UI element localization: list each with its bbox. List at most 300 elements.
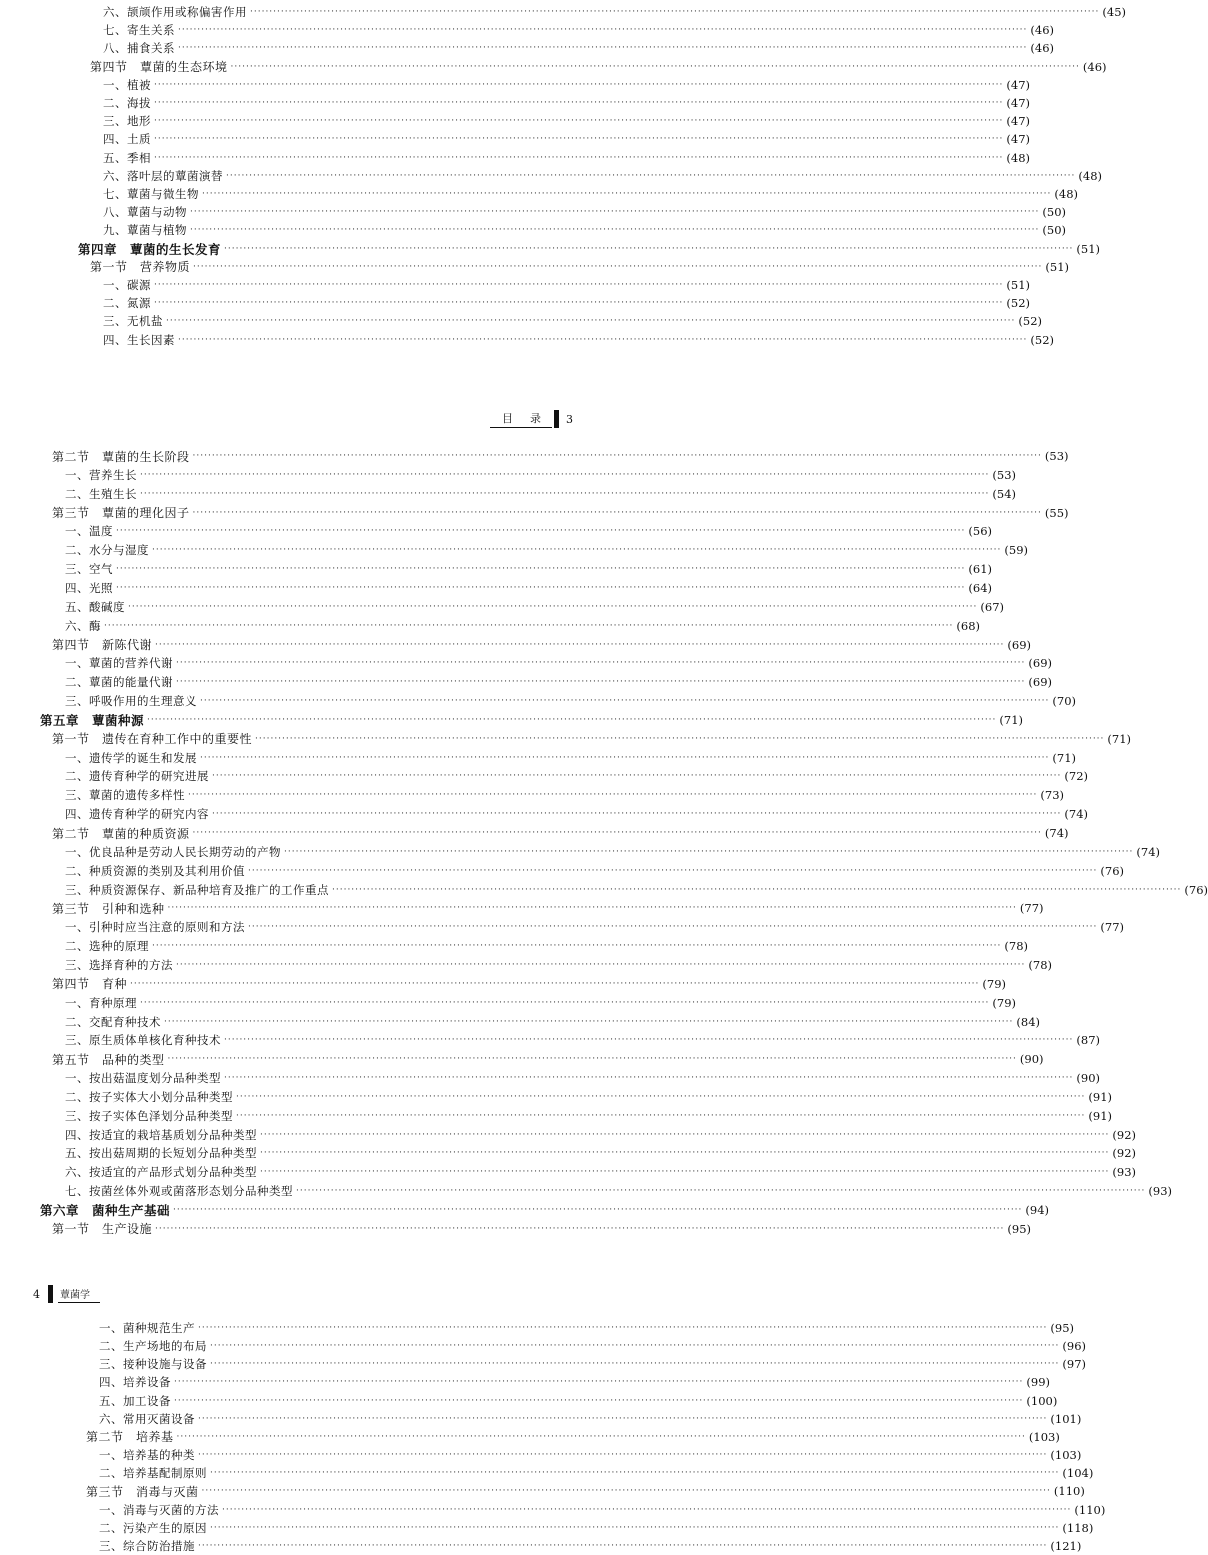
toc-entry-section: [52, 447, 1069, 465]
toc-entry-title: 四、遗传育种学的研究内容: [65, 807, 209, 822]
toc-entry-title: 四、光照: [65, 580, 113, 595]
toc-entry-item: [103, 221, 1066, 239]
dot-leader: ····························································································································································································································: [154, 152, 1004, 163]
toc-entry-item: [103, 276, 1030, 294]
toc-entry-page: (51): [1006, 278, 1030, 292]
toc-entry-title: 八、蕈菌与动物: [103, 205, 187, 220]
toc-entry-item: [65, 937, 1028, 955]
toc-entry-item: [65, 1107, 1112, 1125]
dot-leader: ····························································································································································································································: [176, 677, 1026, 688]
toc-entry-item: [103, 294, 1030, 312]
toc-entry-title: 一、植被: [103, 77, 151, 92]
toc-entry-title: 二、生产场地的布局: [99, 1339, 207, 1354]
toc-entry-section: [90, 58, 1107, 76]
toc-entry-page: (45): [1102, 5, 1126, 19]
toc-entry-item: [65, 1126, 1136, 1144]
dot-leader: ····························································································································································································································: [210, 1468, 1060, 1479]
dot-leader: ····························································································································································································································: [155, 1223, 1005, 1234]
toc-entry-section: [52, 730, 1132, 748]
toc-entry-item: [103, 185, 1078, 203]
toc-entry-page: (101): [1050, 1411, 1082, 1426]
toc-entry-page: (52): [1006, 296, 1030, 311]
toc-entry-page: (92): [1112, 1127, 1136, 1142]
toc-entry-page: (55): [1044, 505, 1069, 520]
toc-entry-page: (61): [968, 562, 992, 577]
toc-entry-page: (92): [1112, 1146, 1136, 1161]
dot-leader: ····························································································································································································································: [260, 1148, 1110, 1159]
toc-entry-section: [86, 1482, 1085, 1500]
toc-entry-item: [103, 3, 1126, 21]
toc-entry-title: 五、季相: [103, 150, 151, 165]
dot-leader: ····························································································································································································································: [224, 243, 1074, 254]
dot-leader: ····························································································································································································································: [128, 601, 978, 612]
dot-leader: ····························································································································································································································: [201, 1486, 1051, 1497]
dot-leader: ····························································································································································································································: [130, 978, 980, 989]
toc-entry-title: 一、培养基的种类: [99, 1448, 195, 1463]
dot-leader: ····························································································································································································································: [154, 79, 1004, 90]
toc-entry-title: 一、营养生长: [65, 467, 137, 482]
dot-leader: ····························································································································································································································: [250, 7, 1100, 17]
toc-entry-page: (87): [1076, 1033, 1100, 1048]
toc-entry-page: (103): [1028, 1429, 1060, 1444]
toc-entry-item: [99, 1355, 1086, 1373]
dot-leader: ····························································································································································································································: [198, 1450, 1048, 1461]
toc-entry-page: (70): [1052, 694, 1076, 709]
toc-entry-page: (103): [1050, 1448, 1082, 1463]
toc-entry-item: [103, 130, 1030, 148]
toc-entry-item: [65, 466, 1016, 484]
toc-entry-title: 三、呼吸作用的生理意义: [65, 694, 197, 709]
toc-entry-title: 四、按适宜的栽培基质划分品种类型: [65, 1127, 257, 1142]
dot-leader: ····························································································································································································································: [210, 1522, 1060, 1533]
dot-leader: ····························································································································································································································: [152, 545, 1002, 556]
toc-entry-page: (73): [1040, 788, 1064, 803]
toc-entry-item: [65, 654, 1052, 672]
toc-entry-title: 第三节 引种和选种: [52, 901, 165, 916]
toc-entry-title: 三、按子实体色泽划分品种类型: [65, 1108, 233, 1123]
toc-entry-item: [65, 786, 1064, 804]
dot-leader: ····························································································································································································································: [190, 207, 1040, 218]
dot-leader: ····························································································································································································································: [176, 959, 1026, 970]
dot-leader: ····························································································································································································································: [116, 526, 966, 537]
toc-entry-item: [65, 673, 1052, 691]
toc-entry-title: 五、加工设备: [99, 1393, 171, 1408]
dot-leader: ····························································································································································································································: [155, 639, 1005, 650]
toc-entry-page: (79): [992, 995, 1016, 1010]
dot-leader: ····························································································································································································································: [255, 733, 1105, 744]
toc-entry-title: 一、按出菇温度划分品种类型: [65, 1071, 221, 1086]
dot-leader: ····························································································································································································································: [212, 771, 1062, 782]
toc-entry-title: 一、育种原理: [65, 995, 137, 1010]
toc-entry-section: [52, 504, 1069, 522]
dot-leader: ····························································································································································································································: [198, 1540, 1048, 1551]
dot-leader: ····························································································································································································································: [178, 25, 1028, 36]
toc-entry-page: (71): [999, 712, 1024, 727]
dot-leader: ····························································································································································································································: [176, 1431, 1026, 1442]
toc-entry-chapter: [78, 240, 1101, 258]
toc-entry-item: [103, 331, 1054, 349]
toc-entry-title: 三、原生质体单核化育种技术: [65, 1033, 221, 1048]
toc-entry-title: 二、污染产生的原因: [99, 1520, 207, 1535]
toc-entry-chapter: [40, 711, 1024, 729]
toc-entry-page: (90): [1019, 1052, 1044, 1067]
toc-entry-item: [65, 881, 1208, 899]
toc-entry-title: 一、温度: [65, 524, 113, 539]
toc-entry-item: [99, 1537, 1082, 1555]
dot-leader: ····························································································································································································································: [202, 189, 1052, 199]
toc-entry-item: [65, 956, 1052, 974]
toc-entry-page: (48): [1078, 168, 1102, 183]
dot-leader: ····························································································································································································································: [230, 61, 1080, 72]
toc-entry-section: [52, 1050, 1044, 1068]
toc-entry-item: [65, 560, 992, 578]
dot-leader: ····························································································································································································································: [260, 1129, 1110, 1140]
dot-leader: ····························································································································································································································: [248, 922, 1098, 933]
toc-entry-title: 三、选择育种的方法: [65, 957, 173, 972]
toc-entry-item: [65, 1088, 1112, 1106]
toc-entry-page: (76): [1100, 863, 1124, 878]
toc-entry-item: [65, 541, 1028, 559]
toc-entry-page: (97): [1062, 1357, 1086, 1372]
toc-entry-title: 四、培养设备: [99, 1375, 171, 1390]
toc-entry-section: [52, 899, 1044, 917]
toc-entry-page: (76): [1184, 882, 1208, 897]
toc-entry-page: (69): [1028, 656, 1052, 671]
toc-entry-page: (50): [1042, 223, 1066, 238]
dot-leader: ····························································································································································································································: [164, 1016, 1014, 1027]
toc-entry-item: [103, 312, 1042, 330]
toc-entry-page: (72): [1064, 769, 1088, 784]
toc-entry-title: 三、种质资源保存、新品种培育及推广的工作重点: [65, 882, 329, 897]
dot-leader: ····························································································································································································································: [154, 98, 1004, 108]
toc-entry-title: 第三节 消毒与灭菌: [86, 1484, 199, 1499]
toc-entry-title: 四、生长因素: [103, 332, 175, 347]
toc-entry-page: (104): [1062, 1466, 1094, 1481]
toc-entry-section: [52, 1220, 1032, 1238]
toc-entry-item: [65, 918, 1124, 936]
toc-entry-item: [103, 39, 1054, 57]
toc-entry-title: 三、接种设施与设备: [99, 1357, 207, 1372]
toc-entry-title: 四、土质: [103, 132, 151, 147]
toc-entry-title: 第四节 蕈菌的生态环境: [90, 60, 228, 75]
toc-entry-page: (46): [1030, 41, 1054, 56]
toc-entry-page: (54): [992, 486, 1016, 501]
toc-entry-title: 二、按子实体大小划分品种类型: [65, 1089, 233, 1104]
toc-entry-title: 二、交配育种技术: [65, 1014, 161, 1029]
running-header: [33, 1285, 100, 1303]
toc-entry-title: 六、酶: [65, 618, 101, 633]
toc-entry-item: [103, 21, 1054, 39]
dot-leader: ····························································································································································································································: [116, 564, 966, 575]
toc-entry-title: 五、按出菇周期的长短划分品种类型: [65, 1146, 257, 1161]
toc-entry-page: (91): [1088, 1089, 1112, 1104]
toc-entry-page: (47): [1006, 77, 1030, 92]
toc-entry-title: 一、消毒与灭菌的方法: [99, 1502, 219, 1517]
toc-entry-page: (52): [1018, 314, 1042, 329]
toc-entry-title: 一、引种时应当注意的原则和方法: [65, 920, 245, 935]
toc-entry-title: 六、颉颃作用或称偏害作用: [103, 5, 247, 19]
toc-entry-item: [65, 1144, 1136, 1162]
dot-leader: ····························································································································································································································: [192, 451, 1042, 461]
toc-entry-title: 三、空气: [65, 562, 113, 577]
dot-leader: ····························································································································································································································: [147, 714, 997, 725]
toc-entry-title: 第一节 营养物质: [90, 260, 191, 275]
dot-leader: ····························································································································································································································: [236, 1091, 1086, 1102]
toc-entry-page: (100): [1026, 1393, 1058, 1408]
toc-entry-title: 一、遗传学的诞生和发展: [65, 750, 197, 765]
toc-entry-page: (46): [1082, 59, 1107, 74]
toc-entry-title: 九、蕈菌与植物: [103, 223, 187, 238]
toc-entry-page: (48): [1054, 187, 1078, 201]
toc-entry-title: 第一节 遗传在育种工作中的重要性: [52, 732, 253, 747]
toc-entry-page: (46): [1030, 23, 1054, 38]
dot-leader: ····························································································································································································································: [166, 316, 1016, 327]
toc-entry-item: [99, 1446, 1082, 1464]
toc-entry-page: (74): [1044, 826, 1069, 840]
toc-entry-item: [99, 1501, 1106, 1519]
dot-leader: ····························································································································································································································: [260, 1167, 1110, 1178]
toc-entry-page: (95): [1007, 1221, 1032, 1236]
toc-entry-item: [65, 862, 1124, 880]
toc-entry-page: (56): [968, 524, 992, 539]
toc-entry-item: [99, 1337, 1086, 1355]
toc-entry-title: 第一节 生产设施: [52, 1222, 153, 1237]
dot-leader: ····························································································································································································································: [192, 507, 1042, 518]
toc-entry-title: 第二节 培养基: [86, 1430, 174, 1445]
toc-entry-title: 三、地形: [103, 114, 151, 129]
toc-entry-item: [99, 1464, 1094, 1482]
toc-entry-page: (69): [1007, 637, 1032, 652]
toc-entry-title: 二、生殖生长: [65, 486, 137, 501]
toc-entry-item: [65, 522, 992, 540]
toc-entry-title: 三、蕈菌的遗传多样性: [65, 788, 185, 803]
dot-leader: ····························································································································································································································: [174, 1395, 1024, 1406]
dot-leader: ····························································································································································································································: [198, 1413, 1048, 1424]
dot-leader: ····························································································································································································································: [198, 1323, 1048, 1333]
toc-entry-page: (110): [1074, 1502, 1106, 1517]
dot-leader: ····························································································································································································································: [167, 1054, 1017, 1065]
toc-entry-item: [103, 76, 1030, 94]
toc-entry-item: [103, 203, 1066, 221]
toc-entry-page: (69): [1028, 675, 1052, 690]
toc-entry-page: (95): [1050, 1321, 1074, 1335]
toc-entry-page: (96): [1062, 1339, 1086, 1354]
dot-leader: ····························································································································································································································: [296, 1186, 1146, 1197]
toc-entry-item: [103, 94, 1030, 112]
dot-leader: ····························································································································································································································: [193, 261, 1043, 272]
dot-leader: ····························································································································································································································: [212, 809, 1062, 820]
toc-entry-title: 一、碳源: [103, 278, 151, 292]
toc-entry-title: 六、落叶层的蕈菌演替: [103, 168, 223, 183]
dot-leader: ····························································································································································································································: [154, 116, 1004, 127]
toc-entry-page: (68): [956, 618, 980, 633]
toc-entry-page: (78): [1028, 957, 1052, 972]
toc-entry-title: 三、综合防治措施: [99, 1538, 195, 1553]
dot-leader: ····························································································································································································································: [332, 884, 1182, 895]
toc-entry-title: 三、无机盐: [103, 314, 163, 329]
toc-entry-title: 二、种质资源的类别及其利用价值: [65, 863, 245, 878]
toc-entry-item: [65, 767, 1088, 785]
toc-entry-item: [103, 149, 1030, 167]
toc-entry-page: (77): [1100, 920, 1124, 935]
running-header-title: 蕈菌学: [58, 1286, 100, 1303]
toc-entry-title: 五、酸碱度: [65, 599, 125, 614]
toc-entry-title: 七、蕈菌与微生物: [103, 187, 199, 201]
toc-entry-section: [90, 258, 1070, 276]
toc-entry-page: (50): [1042, 205, 1066, 220]
toc-entry-item: [65, 1031, 1100, 1049]
toc-entry-title: 二、海拔: [103, 96, 151, 110]
toc-entry-section: [52, 824, 1069, 842]
dot-leader: ····························································································································································································································: [116, 582, 966, 593]
toc-entry-title: 七、寄生关系: [103, 23, 175, 38]
dot-leader: ····························································································································································································································: [140, 488, 990, 499]
toc-entry-item: [65, 1163, 1136, 1181]
toc-entry-page: (93): [1112, 1165, 1136, 1180]
toc-entry-page: (118): [1062, 1520, 1094, 1535]
toc-entry-item: [99, 1410, 1082, 1428]
toc-entry-page: (51): [1076, 241, 1101, 256]
toc-entry-page: (71): [1052, 750, 1076, 765]
toc-entry-title: 第四节 新陈代谢: [52, 638, 153, 652]
toc-entry-title: 一、优良品种是劳动人民长期劳动的产物: [65, 844, 281, 859]
toc-entry-title: 第四节 育种: [52, 977, 128, 992]
toc-entry-page: (110): [1053, 1484, 1085, 1499]
toc-entry-item: [103, 167, 1102, 185]
toc-entry-page: (91): [1088, 1108, 1112, 1123]
dot-leader: ····························································································································································································································: [173, 1205, 1023, 1215]
toc-entry-section: [52, 975, 1007, 993]
toc-entry-title: 第五章 蕈菌种源: [40, 712, 145, 728]
header-bar: [48, 1285, 53, 1303]
toc-entry-title: 六、常用灭菌设备: [99, 1411, 195, 1426]
toc-entry-page: (67): [980, 599, 1004, 614]
running-header-title: 目 录: [490, 410, 552, 428]
toc-entry-title: 第四章 蕈菌的生长发育: [78, 241, 222, 257]
toc-entry-title: 二、水分与湿度: [65, 543, 149, 558]
toc-entry-title: 第六章 菌种生产基础: [40, 1203, 171, 1218]
dot-leader: ····························································································································································································································: [178, 43, 1028, 54]
toc-entry-item: [65, 1182, 1172, 1200]
dot-leader: ····························································································································································································································: [152, 941, 1002, 952]
toc-entry-page: (99): [1026, 1375, 1050, 1390]
dot-leader: ····························································································································································································································: [154, 280, 1004, 290]
toc-entry-page: (74): [1064, 807, 1088, 822]
toc-entry-page: (71): [1107, 731, 1132, 746]
dot-leader: ····························································································································································································································: [200, 696, 1050, 707]
dot-leader: ····························································································································································································································: [140, 997, 990, 1008]
dot-leader: ····························································································································································································································: [188, 790, 1038, 801]
toc-entry-title: 八、捕食关系: [103, 41, 175, 56]
toc-entry-page: (74): [1136, 844, 1160, 859]
toc-entry-title: 二、氮源: [103, 296, 151, 311]
toc-entry-title: 二、遗传育种学的研究进展: [65, 769, 209, 784]
toc-entry-title: 第三节 蕈菌的理化因子: [52, 506, 190, 521]
toc-entry-item: [99, 1519, 1094, 1537]
toc-entry-item: [99, 1392, 1058, 1410]
dot-leader: ····························································································································································································································: [200, 752, 1050, 763]
toc-entry-page: (47): [1006, 132, 1030, 147]
toc-entry-title: 一、蕈菌的营养代谢: [65, 656, 173, 671]
toc-entry-title: 二、选种的原理: [65, 939, 149, 954]
toc-entry-item: [65, 749, 1076, 767]
toc-entry-section: [52, 636, 1032, 654]
dot-leader: ····························································································································································································································: [284, 846, 1134, 857]
toc-entry-page: (93): [1148, 1184, 1172, 1199]
toc-entry-item: [65, 843, 1160, 861]
toc-entry-page: (77): [1019, 901, 1044, 916]
toc-entry-item: [103, 112, 1030, 130]
toc-entry-title: 第二节 蕈菌的生长阶段: [52, 449, 190, 464]
dot-leader: ····························································································································································································································: [167, 903, 1017, 914]
toc-entry-item: [65, 1069, 1100, 1087]
toc-entry-page: (94): [1025, 1203, 1050, 1217]
toc-entry-title: 一、菌种规范生产: [99, 1321, 195, 1335]
toc-entry-page: (84): [1016, 1014, 1040, 1029]
toc-entry-item: [65, 994, 1016, 1012]
toc-entry-title: 第二节 蕈菌的种质资源: [52, 826, 190, 841]
toc-entry-page: (48): [1006, 150, 1030, 165]
dot-leader: ····························································································································································································································: [248, 865, 1098, 876]
dot-leader: ····························································································································································································································: [190, 225, 1040, 236]
dot-leader: ····························································································································································································································: [104, 620, 954, 631]
dot-leader: ····························································································································································································································: [224, 1035, 1074, 1046]
toc-entry-title: 六、按适宜的产品形式划分品种类型: [65, 1165, 257, 1180]
toc-entry-page: (59): [1004, 543, 1028, 558]
header-bar: [554, 410, 559, 428]
toc-entry-page: (53): [1044, 449, 1069, 463]
toc-entry-item: [65, 598, 1004, 616]
dot-leader: ····························································································································································································································: [154, 298, 1004, 309]
toc-entry-item: [65, 617, 980, 635]
toc-entry-title: 七、按菌丝体外观或菌落形态划分品种类型: [65, 1184, 293, 1199]
dot-leader: ····························································································································································································································: [174, 1377, 1024, 1388]
toc-entry-item: [65, 692, 1076, 710]
toc-entry-title: 第五节 品种的类型: [52, 1052, 165, 1067]
dot-leader: ····························································································································································································································: [192, 828, 1042, 838]
dot-leader: ····························································································································································································································: [154, 134, 1004, 145]
dot-leader: ····························································································································································································································: [178, 334, 1028, 345]
toc-entry-page: (79): [982, 976, 1007, 991]
dot-leader: ····························································································································································································································: [224, 1073, 1074, 1084]
toc-entry-item: [65, 579, 992, 597]
toc-entry-title: 二、培养基配制原则: [99, 1466, 207, 1481]
dot-leader: ····························································································································································································································: [236, 1110, 1086, 1121]
toc-entry-section: [86, 1428, 1060, 1446]
toc-entry-item: [65, 485, 1016, 503]
toc-entry-page: (90): [1076, 1071, 1100, 1086]
toc-entry-title: 二、蕈菌的能量代谢: [65, 675, 173, 690]
toc-entry-page: (64): [968, 580, 992, 595]
toc-entry-page: (47): [1006, 96, 1030, 110]
dot-leader: ····························································································································································································································: [210, 1359, 1060, 1370]
running-header: [490, 410, 573, 428]
toc-entry-chapter: [40, 1201, 1050, 1219]
toc-entry-page: (47): [1006, 114, 1030, 129]
page-number: 3: [566, 412, 573, 426]
toc-entry-item: [65, 805, 1088, 823]
toc-entry-page: (53): [992, 467, 1016, 482]
toc-entry-page: (78): [1004, 939, 1028, 954]
toc-entry-page: (52): [1030, 332, 1054, 347]
dot-leader: ····························································································································································································································: [222, 1504, 1072, 1515]
toc-entry-item: [99, 1373, 1050, 1391]
page-number: 4: [33, 1287, 40, 1301]
dot-leader: ····························································································································································································································: [210, 1341, 1060, 1352]
dot-leader: ····························································································································································································································: [140, 469, 990, 480]
toc-entry-page: (51): [1045, 259, 1070, 274]
dot-leader: ····························································································································································································································: [176, 658, 1026, 669]
